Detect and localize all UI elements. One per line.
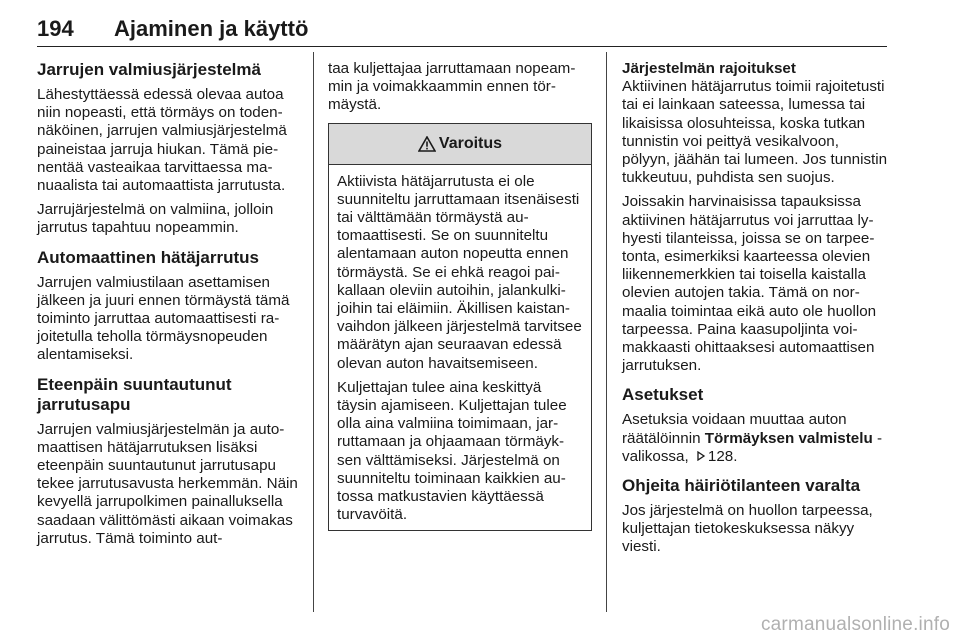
warning-header xyxy=(329,124,591,165)
paragraph: Jarrujen valmiustilaan asettamisen jälkeen ja juuri ennen törmäystä tämä toiminto jarruttaa automaattisesti rajoitetulla teholla törmäysnopeuden alentamiseksi. xyxy=(37,273,290,364)
warning-paragraph: Kuljettajan tulee aina keskittyä täysin ajamiseen. Kuljettajan tulee olla aina valmiina toimimaan, jarruttamaan ja ohjaamaan törmäyksen välttämiseksi. Järjestelmä on suunniteltu toiminaan kaikkien autossa matkustavien käyttäessä turvavöitä. xyxy=(337,378,567,524)
watermark: carmanualsonline.info xyxy=(760,614,950,635)
page-header xyxy=(37,12,887,47)
text-run: - valikossa, xyxy=(622,429,883,465)
warning-paragraph: Aktiivista hätäjarrutusta ei ole suunniteltu jarruttamaan itsenäisesti tai välttämään törmäystä automaattisesti. Se on suunniteltu alentamaan auton nopeutta ennen törmäystä. Se ei ehkä reagoi paikallaan oleviin autoihin, jalankulkijoihin tai eläimiin. Äkillisen kaistanvaihdon jälkeen järjestelmä tarvitsee määrätyn ajan seuraavan edessä olevan auton havaitsemiseen. xyxy=(337,172,582,372)
page-reference[interactable]: 128. xyxy=(707,447,738,465)
warning-title: Varoitus xyxy=(438,134,503,152)
paragraph: Lähestyttäessä edessä olevaa autoa niin nopeasti, että törmäys on todennäköinen, jarrujen valmiusjärjestelmä paineistaa jarruja hiukan. Tämä pienentää vasteaikaa tarvittaessa manuaalista tai automaattista jarrutusta. xyxy=(37,86,287,195)
text-run: Asetuksia voidaan muuttaa auton räätälöinnin xyxy=(622,411,847,447)
column-divider xyxy=(313,52,314,612)
section-heading: Automaattinen hätäjarrutus xyxy=(37,247,259,267)
column-middle xyxy=(328,60,592,531)
menu-item-name: Törmäyksen valmistelu xyxy=(704,429,873,447)
chapter-title: Ajaminen ja käyttö xyxy=(114,16,309,41)
paragraph: Jarrujen valmiusjärjestelmän ja automaattisen hätäjarrutuksen lisäksi eteenpäin suuntautunut jarrutusapu tekee jarrutusavusta herkemmän. Näin kevyellä jarrupolkimen painalluksella saadaan välittömästi aikaan voimakas jarrutus. Tämä toiminto aut- xyxy=(37,420,298,547)
section-heading: Asetukset xyxy=(622,385,704,405)
paragraph: Jarrujärjestelmä on valmiina, jolloin jarrutus tapahtuu nopeammin. xyxy=(37,201,274,237)
paragraph: Aktiivinen hätäjarrutus toimii rajoitetusti tai ei lainkaan sateessa, lumessa tai likaisissa olosuhteissa, koska tutkan tunnistin voi peittyä vesikalvoon, pölyyn, jäähän tai lumeen. Jos tunnistin tukkeutuu, puhdista sen suojus. xyxy=(622,78,888,187)
page-reference-icon xyxy=(696,451,706,461)
section-heading: Ohjeita häiriötilanteen varalta xyxy=(622,476,861,496)
paragraph-settings xyxy=(622,411,890,466)
column-right xyxy=(622,60,890,563)
section-heading: Eteenpäin suuntautunut jarrutusapu xyxy=(37,374,232,414)
column-divider xyxy=(606,52,607,612)
warning-box xyxy=(328,123,592,532)
section-heading: Jarrujen valmiusjärjestelmä xyxy=(37,60,261,79)
column-left xyxy=(37,60,303,554)
subsection-heading: Järjestelmän rajoitukset xyxy=(622,60,796,77)
warning-triangle-icon xyxy=(418,136,436,152)
page-number: 194 xyxy=(37,16,74,41)
paragraph: taa kuljettajaa jarruttamaan nopeammin ja voimakkaammin ennen törmäystä. xyxy=(328,60,576,114)
paragraph: Joissakin harvinaisissa tapauksissa aktiivinen hätäjarrutus voi jarruttaa lyhyesti tilanteissa, joissa se on tarpeetonta, esimerkiksi kaarteessa olevien liikennemerkkien tai toisella kaistalla olevien autojen takia. Tämä on normaalia toimintaa eikä auto ole huollon tarpeessa. Paina kaasupoljinta voimakkaasti ohittaaksesi automaattisen jarrutuksen. xyxy=(622,193,877,375)
paragraph: Jos järjestelmä on huollon tarpeessa, kuljettajan tietokeskuksessa näkyy viesti. xyxy=(622,502,873,556)
warning-body xyxy=(329,165,591,531)
